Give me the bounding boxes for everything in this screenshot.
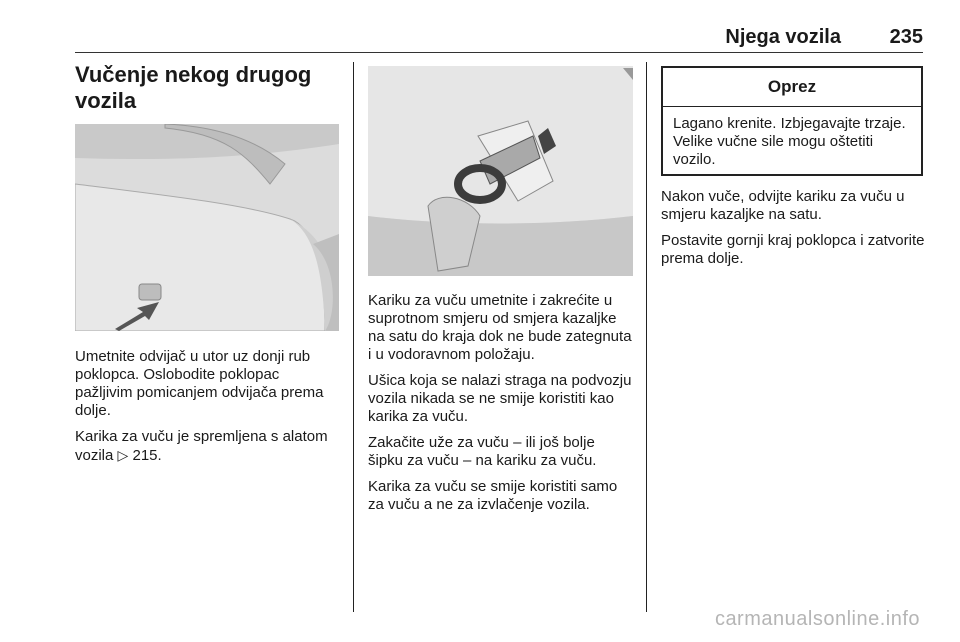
left-column [75, 62, 340, 114]
left-text [75, 348, 340, 473]
section-title: Njega vozila [725, 26, 841, 48]
page-reference: 215. [132, 447, 162, 464]
towing-eye-illustration [368, 66, 633, 276]
caution-text: Lagano krenite. Izbjegavajte trzaje. Velike vučne sile mogu oštetiti vozilo. [673, 115, 906, 168]
right-text [661, 188, 926, 276]
caution-box [661, 66, 923, 176]
instruction-paragraph: Umetnite odvijač u utor uz donji rub poklopca. Oslobodite poklopac pažljivim pomicanjem odvijača prema dolje. [75, 348, 324, 419]
column-divider [353, 62, 354, 612]
instruction-paragraph: Postavite gornji kraj poklopca i zatvorite prema dolje. [661, 232, 925, 267]
instruction-paragraph [75, 428, 340, 465]
rear-bumper-illustration [75, 124, 339, 331]
instruction-paragraph: Karika za vuču se smije koristiti samo za vuču a ne za izvlačenje vozila. [368, 478, 618, 513]
instruction-paragraph: Nakon vuče, odvijte kariku za vuču u smjeru kazaljke na satu. [661, 188, 905, 223]
paragraph-text: Karika za vuču je spremljena s alatom vozila [75, 428, 328, 464]
page-header [75, 22, 923, 53]
arrow-reference-icon: ▷ [117, 447, 129, 463]
caution-title: Oprez [663, 68, 921, 107]
section-heading: Vučenje nekog drugog vozila [75, 62, 312, 113]
middle-text [368, 292, 633, 522]
instruction-paragraph: Kariku za vuču umetnite i zakrećite u suprotnom smjeru od smjera kazaljke na satu do kraja dok ne bude zategnuta i u vodoravnom položaju. [368, 292, 632, 363]
instruction-paragraph: Zakačite uže za vuču – ili još bolje šipku za vuču – na kariku za vuču. [368, 434, 597, 469]
column-divider [646, 62, 647, 612]
instruction-paragraph: Ušica koja se nalazi straga na podvozju vozila nikada se ne smije koristiti kao karika za vuču. [368, 372, 632, 425]
page-number: 235 [889, 26, 923, 48]
watermark: carmanualsonline.info [714, 608, 920, 630]
